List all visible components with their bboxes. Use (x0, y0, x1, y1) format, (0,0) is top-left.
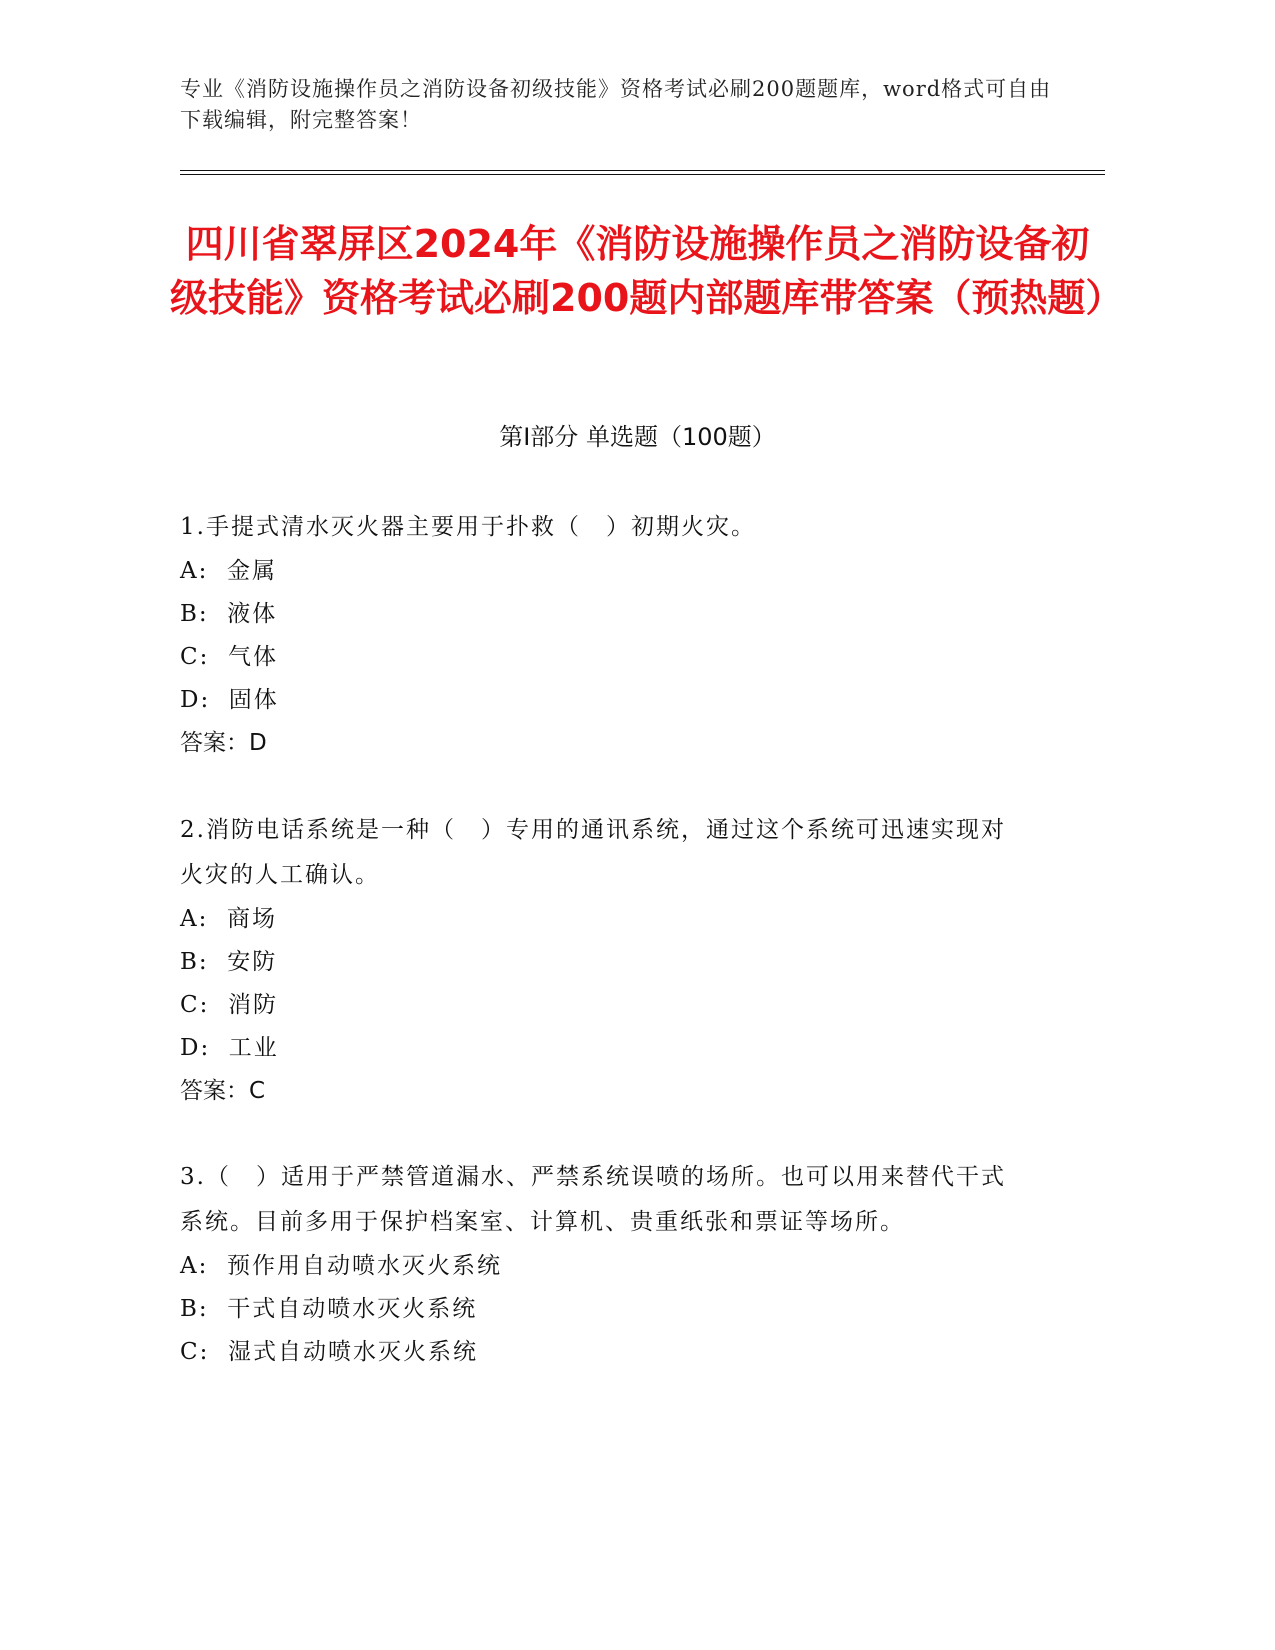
option-c: C: 湿式自动喷水灭火系统 (180, 1339, 478, 1365)
header-note: 专业《消防设施操作员之消防设备初级技能》资格考试必刷200题题库，word格式可自由下载编辑，附完整答案！ (180, 77, 1052, 132)
option-c: C: 气体 (180, 644, 278, 670)
option-c: C: 消防 (180, 992, 278, 1018)
option-b: B: 干式自动喷水灭火系统 (180, 1296, 478, 1322)
option-a: A: 预作用自动喷水灭火系统 (180, 1253, 502, 1279)
answer: 答案：D (180, 730, 267, 756)
question-stem: 3.（ ）适用于严禁管道漏水、严禁系统误喷的场所。也可以用来替代干式系统。目前多用于保护档案室、计算机、贵重纸张和票证等场所。 (180, 1164, 1006, 1235)
question-stem: 2.消防电话系统是一种（ ）专用的通讯系统，通过这个系统可迅速实现对火灾的人工确认。 (180, 817, 1006, 888)
question-2 (180, 808, 1030, 1113)
option-d: D: 工业 (180, 1035, 279, 1061)
document-title: 四川省翠屏区2024年《消防设施操作员之消防设备初级技能》资格考试必刷200题内部题库带答案（预热题） (170, 222, 1124, 320)
option-b: B: 安防 (180, 949, 278, 975)
option-b: B: 液体 (180, 601, 278, 627)
option-a: A: 金属 (180, 558, 277, 584)
answer: 答案：C (180, 1078, 266, 1104)
question-1 (180, 505, 1030, 765)
header-divider-bottom (180, 174, 1105, 175)
option-a: A: 商场 (180, 906, 277, 932)
question-3 (180, 1155, 1030, 1374)
option-d: D: 固体 (180, 687, 279, 713)
header-divider-top (180, 170, 1105, 171)
question-stem: 1.手提式清水灭火器主要用于扑救（ ）初期火灾。 (180, 514, 756, 540)
section-title: 第I部分 单选题（100题） (499, 423, 776, 451)
